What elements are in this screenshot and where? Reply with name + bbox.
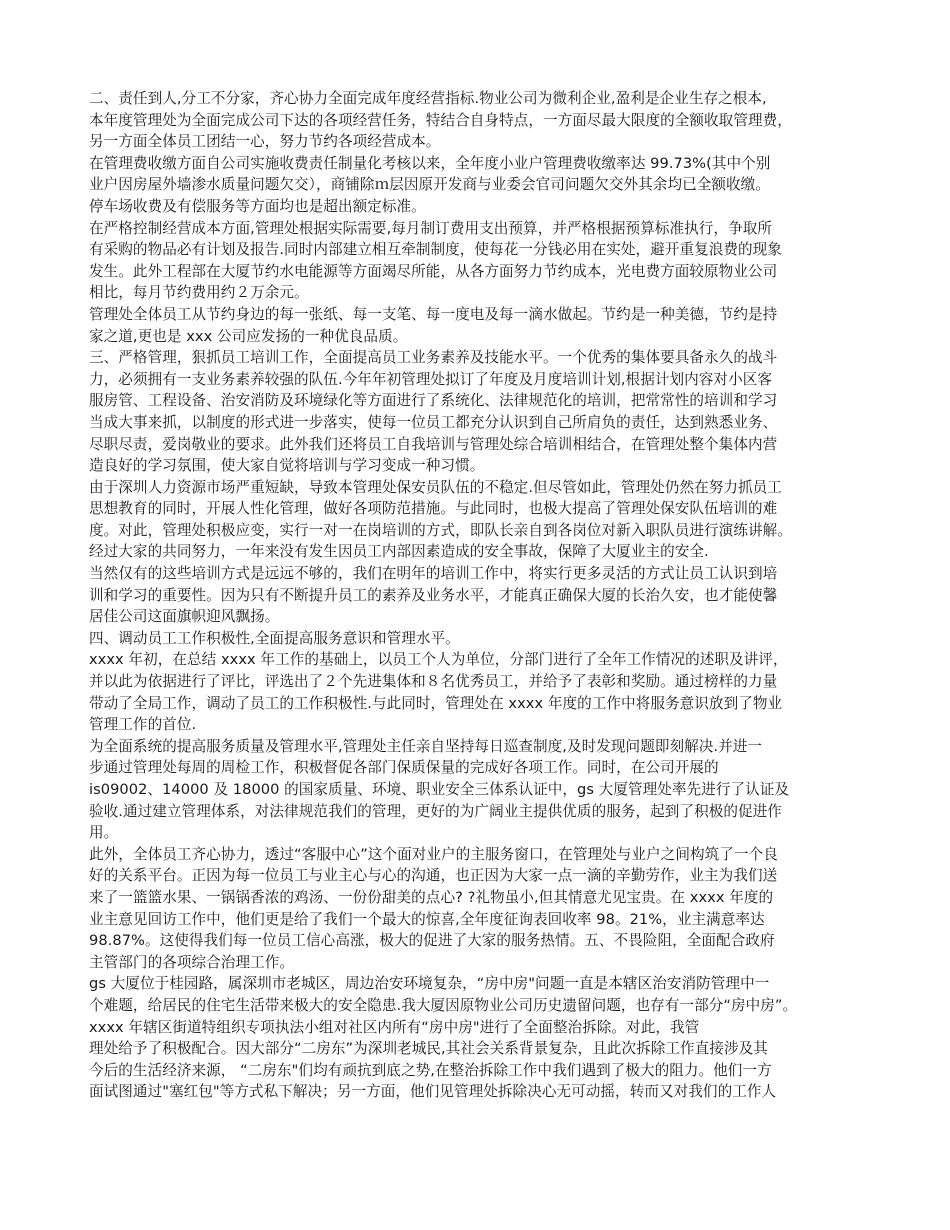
document-body (89, 88, 869, 1103)
text-line: 由于深圳人力资源市场严重短缺，导致本管理处保安员队伍的不稳定.但尽管如此，管理处仍然在努力抓员工 (89, 478, 782, 496)
text-line: 个难题，给居民的住宅生活带来极大的安全隐患.我大厦因原物业公司历史遗留问题，也存有一部分“房中房”。 (89, 996, 798, 1014)
text-line: 98.87%。这使得我们每一位员工信心高涨，极大的促进了大家的服务热情。五、不畏险阻，全面配合政府 (89, 932, 775, 950)
text-line: 思想教育的同时，开展人性化管理，做好各项防范措施。与此同时，也极大提高了管理处保安队伍培训的难 (89, 500, 778, 518)
text-line: 三、严格管理，狠抓员工培训工作，全面提高员工业务素养及技能水平。一个优秀的集体要具备永久的战斗 (89, 349, 778, 367)
text-line: 停车场收费及有偿服务等方面均也是超出额定标准。 (89, 197, 426, 215)
text-line: 管理工作的首位. (89, 716, 197, 734)
text-line: 面试图通过"塞红包"等方式私下解决；另一方面，他们见管理处拆除决心无可动摇，转而又对我们的工作人 (89, 1083, 777, 1101)
text-line: 度。对此，管理处积极应变，实行一对一在岗培训的方式，即队长亲自到各岗位对新入职队员进行演练讲解。 (89, 521, 792, 539)
text-line: 训和学习的重要性。因为只有不断提升员工的素养及业务水平，才能真正确保大厦的长治久安，也才能使馨 (89, 586, 778, 604)
text-line: 为全面系统的提高服务质量及管理水平,管理处主任亲自坚持每日巡查制度,及时发现问题即刻解决.并进一 (89, 737, 763, 755)
text-line: 业主意见回访工作中，他们更是给了我们一个最大的惊喜,全年度征询表回收率 98。21%，业主满意率达 (89, 910, 765, 928)
text-line: 有采购的物品必有计划及报告.同时内部建立相互牵制制度，使每花一分钱必用在实处，避开重复浪费的现象 (89, 241, 782, 259)
text-line: 在管理费收缴方面自公司实施收费责任制量化考核以来，全年度小业户管理费收缴率达 99.73%(其中个别 (89, 154, 771, 172)
text-line: gs 大厦位于桂园路，属深圳市老城区，周边治安环境复杂，“房中房"问题一直是本辖区治安消防管理中一 (89, 975, 770, 993)
text-line: 二、责任到人,分工不分家，齐心协力全面完成年度经营指标.物业公司为微利企业,盈利是企业生存之根本, (89, 90, 767, 107)
text-line: 好的关系平台。正因为每一位员工与业主心与心的沟通，也正因为大家一点一滴的辛勤劳作，业主为我们送 (89, 867, 778, 885)
text-line: 力，必须拥有一支业务素养较强的队伍.今年年初管理处拟订了年度及月度培训计划,根据计划内容对小区客 (89, 370, 772, 388)
text-line: 造良好的学习氛围，使大家自觉将培训与学习变成一种习惯。 (89, 457, 485, 475)
text-line: 家之道,更也是 xxx 公司应发扬的一种优良品质。 (89, 327, 408, 345)
text-line: 相比，每月节约费用约２万余元。 (89, 284, 309, 302)
text-line: 带动了全局工作，调动了员工的工作积极性.与此同时，管理处在 xxxx 年度的工作中将服务意识放到了物业 (89, 694, 783, 712)
text-line: 并以此为依据进行了评比，评选出了２个先进集体和８名优秀员工，并给予了表彰和奖励。通过榜样的力量 (89, 673, 778, 691)
text-line: 今后的生活经济来源， “二房东"们均有顽抗到底之势,在整治拆除工作中我们遇到了极大的阻力。他们一方 (89, 1061, 772, 1079)
text-line: 服房管、工程设备、治安消防及环境绿化等方面进行了系统化、法律规范化的培训，把常常性的培训和学习 (89, 392, 778, 410)
text-line: 发生。此外工程部在大厦节约水电能源等方面竭尽所能，从各方面努力节约成本，光电费方面较原物业公司 (89, 262, 778, 280)
text-line: 四、调动员工工作积极性,全面提高服务意识和管理水平。 (89, 629, 460, 647)
text-line: 当成大事来抓，以制度的形式进一步落实，使每一位员工都充分认识到自己所肩负的责任，达到熟悉业务、 (89, 413, 778, 431)
text-line: 此外，全体员工齐心协力，透过“客服中心”这个面对业户的主服务窗口，在管理处与业户之间构筑了一个良 (89, 845, 778, 863)
text-line: 另一方面全体员工团结一心，努力节约各项经营成本。 (89, 133, 441, 151)
text-line: 当然仅有的这些培训方式是远远不够的，我们在明年的培训工作中，将实行更多灵活的方式让员工认识到培 (89, 565, 778, 583)
text-line: 居佳公司这面旗帜迎风飘扬。 (89, 608, 280, 626)
text-line: 步通过管理处每周的周检工作，积极督促各部门保质保量的完成好各项工作。同时，在公司开展的 (89, 759, 719, 777)
text-line: xxxx 年初，在总结 xxxx 年工作的基础上，以员工个人为单位，分部门进行了全年工作情况的述职及讲评， (89, 651, 788, 669)
text-line: 管理处全体员工从节约身边的每一张纸、每一支笔、每一度电及每一滴水做起。节约是一种美德，节约是持 (89, 305, 778, 323)
text-line: xxxx 年辖区街道特组织专项执法小组对社区内所有“房中房"进行了全面整治拆除。对此，我管 (89, 1018, 700, 1036)
text-line: 在严格控制经营成本方面,管理处根据实际需要,每月制订费用支出预算，并严格根据预算标准执行，争取所 (89, 219, 772, 237)
text-line: is09002、14000 及 18000 的国家质量、环境、职业安全三体系认证中，gs 大厦管理处率先进行了认证及 (89, 781, 790, 798)
text-line: 主管部门的各项综合治理工作。 (89, 953, 295, 971)
text-line: 用。 (89, 824, 119, 842)
text-line: 理处给予了积极配合。因大部分“二房东”为深圳老城民,其社会关系背景复杂，且此次拆除工作直接涉及其 (89, 1040, 768, 1058)
text-line: 经过大家的共同努力，一年来没有发生因员工内部因素造成的安全事故，保障了大厦业主的安全. (89, 543, 709, 561)
text-line: 业户因房屋外墙渗水质量问题欠交），商铺除ｍ层因原开发商与业委会官司问题欠交外其余均已全额收缴。 (89, 176, 770, 194)
text-line: 验收.通过建立管理体系，对法律规范我们的管理，更好的为广阔业主提供优质的服务，起到了积极的促进作 (89, 802, 782, 820)
text-line: 来了一篮篮水果、一锅锅香浓的鸡汤、一份份甜美的点心? ?礼物虽小,但其情意尤见宝贵。在 xxxx 年度的 (89, 888, 774, 906)
text-line: 尽职尽责，爱岗敬业的要求。此外我们还将员工自我培训与管理处综合培训相结合，在管理处整个集体内营 (89, 435, 778, 453)
text-line: 本年度管理处为全面完成公司下达的各项经营任务，特结合自身特点，一方面尽最大限度的全额收取管理费， (89, 111, 792, 129)
